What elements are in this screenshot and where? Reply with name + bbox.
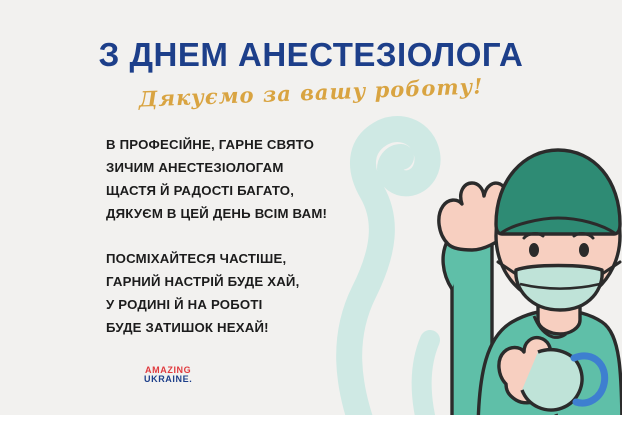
amazing-ukraine-logo [144, 366, 192, 384]
poem-text [106, 133, 336, 361]
poem-line: ПОСМІХАЙТЕСЯ ЧАСТІШЕ, [106, 251, 287, 266]
card-subtitle: Дякуємо за вашу роботу! [138, 73, 484, 112]
poem-stanza-2 [106, 247, 336, 339]
logo-line-2: UKRAINE. [144, 374, 193, 384]
logo-line-1: AMAZING [145, 365, 192, 375]
smoke-swirl [349, 129, 430, 436]
anesthesiologist-illustration [302, 84, 622, 441]
footer-strip [0, 415, 622, 441]
doctor-head [496, 150, 620, 310]
poem-line: ДЯКУЄМ В ЦЕЙ ДЕНЬ ВСІМ ВАМ! [106, 206, 328, 221]
poem-line: У РОДИНІ Й НА РОБОТІ [106, 297, 263, 312]
poem-line: ЗИЧИМ АНЕСТЕЗІОЛОГАМ [106, 160, 284, 175]
poem-line: БУДЕ ЗАТИШОК НЕХАЙ! [106, 320, 269, 335]
poem-stanza-1 [106, 133, 336, 225]
poem-line: В ПРОФЕСІЙНЕ, ГАРНЕ СВЯТО [106, 137, 315, 152]
poem-line: ЩАСТЯ Й РАДОСТІ БАГАТО, [106, 183, 295, 198]
card-title: З ДНЕМ АНЕСТЕЗІОЛОГА [98, 36, 524, 73]
poem-line: ГАРНИЙ НАСТРІЙ БУДЕ ХАЙ, [106, 274, 300, 289]
